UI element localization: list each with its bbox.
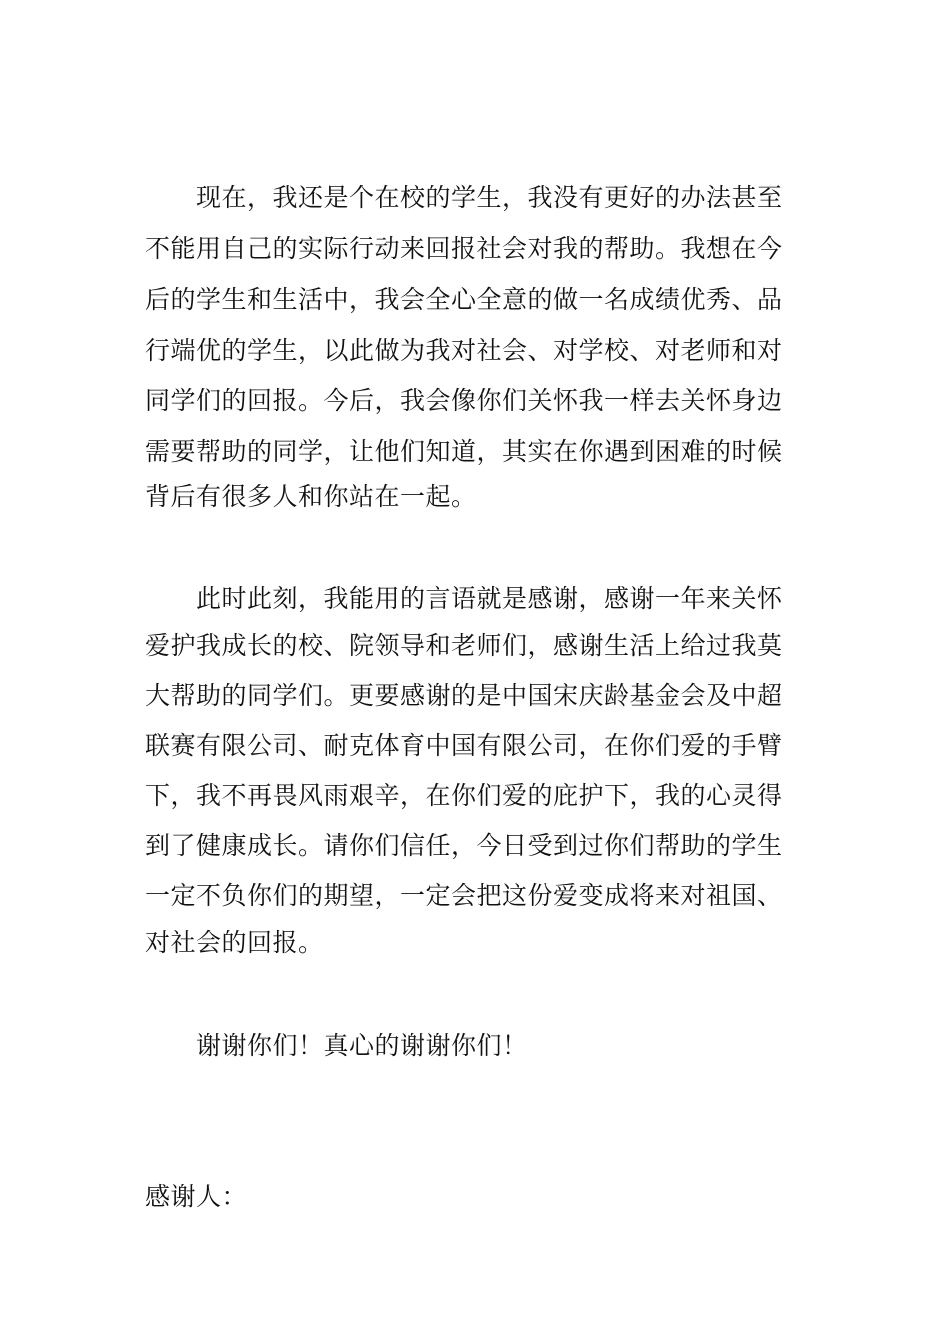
paragraph-2-line-3: 大帮助的同学们。更要感谢的是中国宋庆龄基金会及中超: [145, 681, 783, 710]
paragraph-1-line-4: 行端优的学生，以此做为我对社会、对学校、对老师和对: [145, 336, 783, 365]
paragraph-2-line-5: 下，我不再畏风雨艰辛，在你们爱的庇护下，我的心灵得: [145, 781, 783, 810]
paragraph-1-line-3: 后的学生和生活中，我会全心全意的做一名成绩优秀、品: [145, 285, 783, 314]
paragraph-1-line-2: 不能用自己的实际行动来回报社会对我的帮助。我想在今: [145, 234, 783, 263]
paragraph-1-line-1: 现在，我还是个在校的学生，我没有更好的办法甚至: [196, 183, 783, 212]
paragraph-2-line-7: 一定不负你们的期望，一定会把这份爱变成将来对祖国、: [145, 881, 783, 910]
signature-label: 感谢人：: [145, 1182, 248, 1211]
paragraph-2-line-1: 此时此刻，我能用的言语就是感谢，感谢一年来关怀: [196, 584, 783, 613]
paragraph-3-line-1: 谢谢你们！真心的谢谢你们！: [196, 1031, 528, 1060]
paragraph-1-line-6: 需要帮助的同学，让他们知道，其实在你遇到困难的时候: [145, 437, 783, 466]
paragraph-2-line-8: 对社会的回报。: [145, 928, 324, 957]
paragraph-2-line-6: 到了健康成长。请你们信任，今日受到过你们帮助的学生: [145, 831, 783, 860]
paragraph-1-line-5: 同学们的回报。今后，我会像你们关怀我一样去关怀身边: [145, 386, 783, 415]
paragraph-2-line-4: 联赛有限公司、耐克体育中国有限公司，在你们爱的手臂: [145, 731, 783, 760]
paragraph-2-line-2: 爱护我成长的校、院领导和老师们，感谢生活上给过我莫: [145, 631, 783, 660]
paragraph-1-line-7: 背后有很多人和你站在一起。: [145, 482, 477, 511]
